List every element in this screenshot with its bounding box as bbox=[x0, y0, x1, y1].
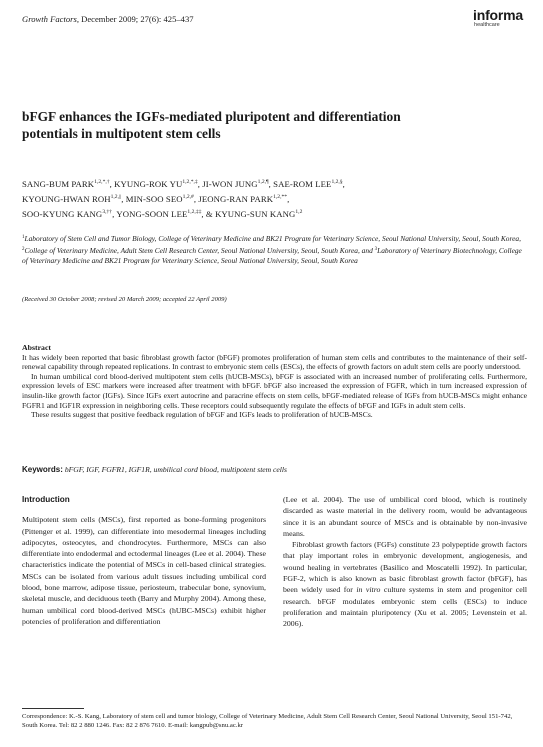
title-line-2: potentials in multipotent stem cells bbox=[22, 126, 221, 141]
author-sup: 1,2,** bbox=[273, 194, 288, 200]
abstract bbox=[22, 343, 527, 420]
journal-name: Growth Factors, bbox=[22, 14, 79, 24]
author-sup: 3,†† bbox=[102, 209, 113, 215]
body-column-right bbox=[283, 494, 527, 630]
abstract-paragraph: It has widely been reported that basic fibroblast growth factor (bFGF) promotes proliferation of human stem cells and contributes to the maintenance of their self-renewal capability through repeated replications. In contrast to embryonic stem cells (ESCs), the effects of growth factors on adult stem cells are poorly understood. bbox=[22, 352, 527, 372]
publisher-name: informa bbox=[473, 7, 523, 23]
affiliation-sup: 3 bbox=[374, 246, 378, 252]
journal-issue: December 2009; 27(6): 425–437 bbox=[81, 14, 194, 24]
abstract-paragraph: These results suggest that positive feedback regulation of bFGF and IGFs leads to proliferation of hUCB-MSCs. bbox=[31, 410, 373, 420]
author-sup: 1,2,*,‡ bbox=[182, 179, 198, 185]
affiliation-2: College of Veterinary Medicine, Adult Stem Cell Research Center, Seoul National University, Seoul, South Korea, and bbox=[24, 245, 373, 255]
author-name: SOO-KYUNG KANG bbox=[22, 209, 103, 219]
author-list: SANG-BUM $PARK^{1,2,*,\dagger}$, KYUNG-ROK $YU^{1,2,*,\ddagger}$, JI-WON $JUNG^{1,2,\P}$, SAE-ROM $LEE^{1,2,\S}$, KYOUNG-HWAN $ROH^{1,2,||}$, MIN-SOO $SEO^{1,2,\#}$, JEONG-RAN $PARK^{1,2,**}$, SOO-KYUNG $KANG^{3,\dagger\dagger}$, YONG-SOON $LEE^{1,2,\ddagger\ddagger}$, & KYUNG-SUN KANG$^{1,2}$ bbox=[22, 179, 345, 219]
author-name: MIN-SOO SEO bbox=[125, 194, 183, 204]
author-name: KYUNG-ROK YU bbox=[114, 179, 183, 189]
author-sup: 1,2,¶ bbox=[257, 179, 269, 185]
author-name: SANG-BUM PARK bbox=[22, 179, 95, 189]
author-sup: 1,2,‡‡ bbox=[187, 209, 202, 215]
author-sup: 1,2,*,† bbox=[94, 179, 110, 185]
author-sup: 1,2,|| bbox=[110, 194, 122, 200]
affiliation-1: Laboratory of Stem Cell and Tumor Biology, College of Veterinary Medicine and BK21 Program for Veterinary Science, Seoul National University, Seoul, South Korea, bbox=[24, 234, 521, 243]
author-name: JI-WON JUNG bbox=[202, 179, 258, 189]
body-paragraph: Multipotent stem cells (MSCs), first reported as bone-forming progenitors (Pittenger et al. 1999), can differentiate into mesodermal lineages including adipocytes, osteocytes, and chondrocytes. Furthermore, MSCs can also differentiate into endodermal and ectodermal lineages (Lee et al. 2004). These characteristics indicate the potential of MSCs in cell-based clinical strategies. MSCs can be isolated from various adult tissues including umbilical cord blood, bone marrow, adipose tissue, periosteum, trabecular bone, synovium, skeletal muscle, and deciduous teeth (Barry and Murphy 2004). Among these, human umbilical cord blood-derived MSCs (hUBC-MSCs) exhibit higher potencies of proliferation and differentiation bbox=[22, 515, 266, 626]
publisher-subtitle: healthcare bbox=[474, 22, 500, 28]
body-paragraph: (Lee et al. 2004). The use of umbilical cord blood, which is routinely discarded as waste material in the delivery room, would be advantageous since it is an abundant source of MSCs and is obtainable by non-invasive means. bbox=[283, 495, 527, 538]
affiliation-3: Laboratory of Veterinary Biotechnology, College of Veterinary Medicine and BK21 Program for Veterinary Science, Seoul National University, Seoul, South Korea bbox=[22, 245, 522, 265]
publisher-logo bbox=[473, 8, 523, 29]
keywords-label: Keywords: bbox=[22, 465, 63, 474]
body-paragraph bbox=[283, 539, 527, 629]
footnote-divider bbox=[22, 708, 84, 709]
correspondence-footnote: Correspondence: K.-S. Kang, Laboratory of stem cell and tumor biology, College of Veterinary Medicine, Adult Stem Cell Research Center, Seoul National University, Seoul 151-742, South Korea. Tel: 82 2 880 1246. Fax: 82 2 876 7610. E-mail: kangpub@snu.ac.kr bbox=[22, 713, 513, 729]
author-sup: 1,2,§ bbox=[331, 179, 343, 185]
received-dates: (Received 30 October 2008; revised 20 March 2009; accepted 22 April 2009) bbox=[22, 296, 227, 303]
author-name: KYUNG-SUN KANG bbox=[215, 209, 296, 219]
section-heading-introduction: Introduction bbox=[22, 495, 70, 504]
article-title bbox=[22, 108, 522, 142]
author-name: KYOUNG-HWAN ROH bbox=[22, 194, 111, 204]
body-text: Fibroblast growth factors (FGFs) constitute 23 polypeptide growth factors that play important roles in embryonic development, angiogenesis, and wound healing in vertebrates (Basilico and Moscatelli 1992). In particular, FGF-2, which is also known as basic fibroblast growth factor (bFGF), has been widely used for bbox=[283, 540, 527, 595]
affiliation-sup: 1 bbox=[22, 235, 25, 240]
author-name: JEONG-RAN PARK bbox=[198, 194, 274, 204]
abstract-paragraph: In human umbilical cord blood-derived multipotent stem cells (hUCB-MSCs), bFGF is associated with an increased number of proliferating cells. Furthermore, expression levels of ESC markers were increased after treatment with bFGF. bFGF also increased the expression of FGFR, which in turn increased expression of insulin-like growth factor (IGFs). Since IGFs exert autocrine and paracrine effects on stem cells, bFGF-mediated release of IGFs from hUCB-MSCs might enhance FGFR1 and IGF1R expression in neighboring cells. These receptors could subsequently regulate the effects of bFGF and IGFs in adult stem cells. bbox=[22, 371, 527, 410]
body-text: culture systems in stem and progenitor cell research. bFGF modulates embryonic stem cells (ESCs) to induce proliferation and maintain pluripotency (Xu et al. 2005; Levenstein et al. 2006). bbox=[283, 585, 528, 629]
journal-citation bbox=[22, 14, 194, 24]
affiliations bbox=[22, 233, 527, 267]
author-sup: 1,2 bbox=[295, 209, 303, 215]
affiliation-sup: 2 bbox=[22, 246, 25, 252]
title-line-1: bFGF enhances the IGFs-mediated pluripotent and differentiation bbox=[22, 109, 401, 124]
author-name: YONG-SOON LEE bbox=[116, 209, 188, 219]
body-text-italic: in vitro bbox=[356, 585, 381, 595]
body-column-left bbox=[22, 494, 266, 627]
keywords bbox=[22, 465, 527, 474]
abstract-heading: Abstract bbox=[22, 343, 52, 352]
author-sup: 1,2,# bbox=[182, 194, 194, 200]
author-name: SAE-ROM LEE bbox=[273, 179, 332, 189]
keywords-list: bFGF, IGF, FGFR1, IGF1R, umbilical cord blood, multipotent stem cells bbox=[64, 465, 287, 474]
